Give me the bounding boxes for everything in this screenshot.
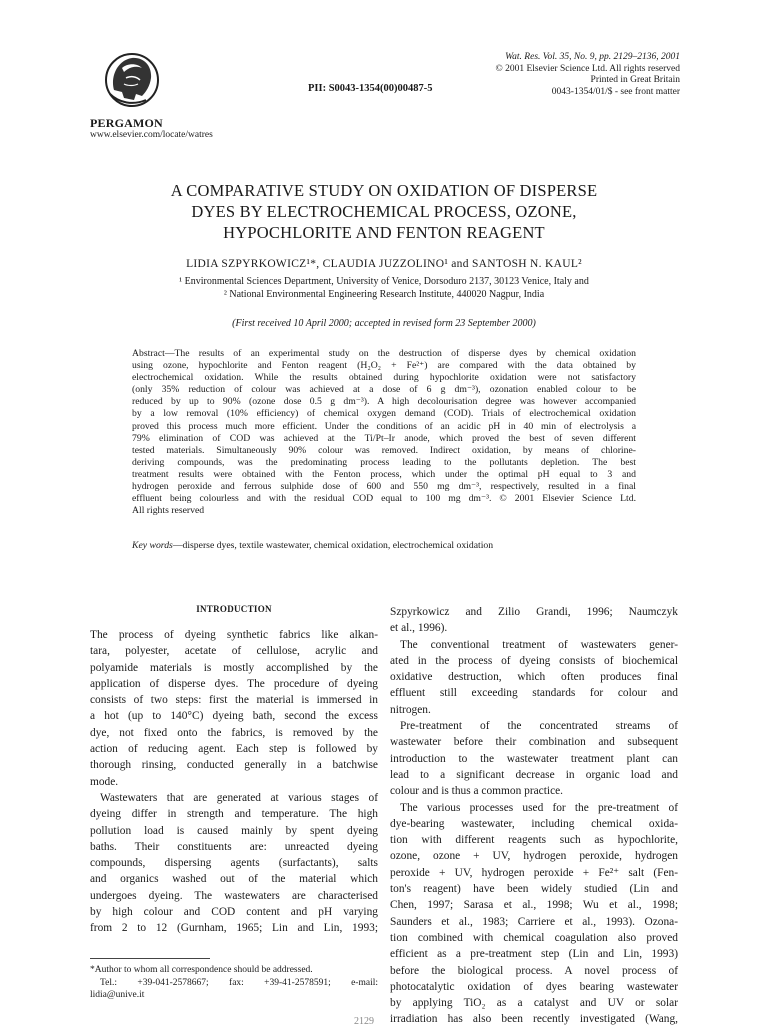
abstract-line: hydrogen peroxide and ferrous sulphide dose of 600 and 550 mg dm⁻³, respectively, resulted in a final	[132, 481, 636, 493]
abstract	[132, 348, 636, 517]
body-line: introduction to the wastewater treatment plant can	[390, 752, 678, 765]
body-line: mode.	[90, 775, 119, 788]
journal-issn: 0043-1354/01/$ - see front matter	[551, 86, 680, 97]
abstract-line: effluent being colourless and with the residual COD equal to 100 mg dm⁻³. © 2001 Elsevier Science Ltd.	[132, 493, 636, 505]
body-line: The various processes used for the pre-treatment of	[400, 801, 678, 814]
keywords-label: Key words	[132, 540, 173, 551]
body-line: thorough rinsing, conducted generally in a batchwise	[90, 759, 378, 772]
body-line: and organics washed out of the material which	[90, 873, 378, 886]
body-line: tara, polyester, acetate of cellulose, acrylic and	[90, 645, 378, 658]
pii-code: PII: S0043-1354(00)00487-5	[308, 83, 433, 94]
journal-info	[420, 52, 680, 98]
footnote-email[interactable]: lidia@unive.it	[90, 990, 145, 1000]
body-column-left	[90, 627, 378, 937]
body-line: baths. Their constituents are: unreacted dyeing	[90, 840, 378, 853]
received-dates: (First received 10 April 2000; accepted in revised form 23 September 2000)	[232, 318, 536, 329]
journal-citation: Wat. Res. Vol. 35, No. 9, pp. 2129–2136, 2001	[505, 52, 680, 62]
body-line: photocatalytic oxidation of dyes bearing wastewater	[390, 980, 678, 993]
abstract-line: tested materials. Simultaneously 90% colour was removed. Indirect oxidation, by means of chlorine-	[132, 444, 636, 456]
affiliation-line: ² National Environmental Engineering Research Institute, 440020 Nagpur, India	[223, 288, 545, 300]
body-line: tion with different reagents such as hypochlorite,	[390, 834, 678, 847]
body-line: effluent still exceeding standards for colour and	[390, 687, 678, 700]
publisher-name: PERGAMON	[90, 116, 163, 130]
corresponding-author-footnote	[90, 964, 378, 1002]
body-line: The conventional treatment of wastewaters gener-	[400, 638, 678, 651]
abstract-line: (only 35% reduction of colour was achieved at a dose of 6 g dm⁻³), ozonation enabled colour to be	[132, 384, 636, 396]
body-line: peroxide + UV, hydrogen peroxide + Fe²⁺ salt (Fen-	[390, 866, 678, 879]
pergamon-logo-icon	[96, 50, 168, 110]
body-line: Chen, 1997; Sarasa et al., 1998; Wu et al., 1998;	[390, 899, 678, 912]
abstract-line: by a low removal (10% efficiency) of chemical oxygen demand (COD). Trials of electrochemical oxidation	[132, 408, 636, 420]
body-line: dye, not fixed onto the fabrics, is removed by the	[90, 726, 378, 739]
body-line: dye-bearing wastewater, including chemical oxida-	[390, 817, 678, 830]
body-line: pollution load is caused mainly by spent dyeing	[90, 824, 378, 837]
body-line: compounds, dispersing agents (surfactants), salts	[90, 857, 378, 870]
footnote-rule	[90, 958, 210, 959]
body-line: from 2 to 12 (Gurnham, 1965; Lin and Lin, 1993;	[90, 922, 378, 935]
abstract-line: All rights reserved	[132, 505, 205, 517]
abstract-line: Abstract—The results of an experimental study on the destruction of disperse dyes by chemical oxidation	[132, 348, 636, 359]
body-line: a hot (up to 140°C) dyeing bath, second the excess	[90, 710, 378, 723]
title-line: DYES BY ELECTROCHEMICAL PROCESS, OZONE,	[191, 202, 577, 221]
body-line: wastewater before their combination and subsequent	[390, 736, 678, 749]
body-line: tion combined with chemical coagulation also proved	[390, 931, 678, 944]
body-line: Saunders et al., 1983; Carriere et al., 1993). Ozona-	[390, 915, 678, 928]
body-line: application of disperse dyes. The procedure of dyeing	[90, 677, 378, 690]
abstract-line: deriving compounds, was the predominating process leading to the pollutants depletion. The best	[132, 456, 636, 468]
body-line: The process of dyeing synthetic fabrics like alkan-	[90, 629, 378, 641]
body-line: Pre-treatment of the concentrated streams of	[400, 720, 678, 733]
body-line: polyamide materials is mostly accomplished by the	[90, 661, 378, 674]
body-line: by applying TiO₂ as a catalyst and UV or solar	[390, 997, 678, 1010]
body-line: efficient as a pre-treatment step (Lin and Lin, 1993)	[390, 948, 678, 961]
abstract-line: using ozone, hypochlorite and Fenton reagent (H₂O₂ + Fe²⁺) are compared with the data obtained by	[132, 360, 636, 372]
abstract-line: electrochemical oxidation. While the results obtained during hypochlorite oxidation were not satisfactory	[132, 372, 636, 384]
body-line: consists of two steps: first the material is immersed in	[90, 694, 378, 707]
publisher-url[interactable]: www.elsevier.com/locate/watres	[90, 130, 213, 140]
abstract-line: treatment results were obtained with the Fenton process, which under the optimal pH equal to 3 and	[132, 468, 636, 480]
body-line: colour and is thus a common practice.	[390, 785, 564, 798]
section-heading-introduction: INTRODUCTION	[196, 604, 272, 614]
body-line: dyeing differ in strength and temperature. The high	[90, 808, 378, 821]
body-line: oxidative destruction, which often produces final	[390, 671, 678, 684]
body-line: et al., 1996).	[390, 622, 448, 635]
body-line: nitrogen.	[390, 703, 431, 716]
title-line: A COMPARATIVE STUDY ON OXIDATION OF DISPERSE	[170, 181, 598, 200]
keywords-text: —disperse dyes, textile wastewater, chemical oxidation, electrochemical oxidation	[172, 540, 494, 551]
body-line: undergoes dyeing. The wastewaters are characterised	[90, 889, 378, 902]
body-line: irradiation has also been recently investigated (Wang,	[390, 1013, 678, 1026]
page-number: 2129	[354, 1016, 374, 1027]
keywords	[132, 540, 636, 551]
title-line: HYPOCHLORITE AND FENTON REAGENT	[223, 223, 545, 242]
body-line: ated in the process of dyeing consists of biochemical	[390, 654, 678, 667]
footnote-line: *Author to whom all correspondence should be addressed.	[90, 965, 313, 975]
body-line: ozone, ozone + UV, hydrogen peroxide, hydrogen	[390, 850, 678, 863]
paper-title	[60, 180, 708, 243]
body-line: by high colour and COD content and pH varying	[90, 906, 378, 919]
body-line: ton's reagent) have been widely studied (Lin and	[390, 883, 678, 896]
affiliation-line: ¹ Environmental Sciences Department, University of Venice, Dorsoduro 2137, 30123 Venice, Italy and	[179, 276, 589, 287]
abstract-line: proved this process much more efficient. Under the conditions of an acidic pH in 40 min of electrolysis a	[132, 420, 636, 432]
body-line: lead to a significant decrease in organic load and	[390, 768, 678, 781]
authors: LIDIA SZPYRKOWICZ¹*, CLAUDIA JUZZOLINO¹ and SANTOSH N. KAUL²	[186, 258, 582, 270]
footnote-line: Tel.: +39-041-2578667; fax: +39-41-2578591; e-mail:	[100, 977, 378, 988]
body-line: Szpyrkowicz and Zilio Grandi, 1996; Naumczyk	[390, 606, 678, 618]
abstract-line: 79% elimination of COD was achieved at the Ti/Pt–Ir anode, which proved the best of seven different	[132, 432, 636, 444]
journal-printed: Printed in Great Britain	[590, 75, 680, 85]
affiliations	[60, 276, 708, 301]
body-line: action of reducing agent. Each step is followed by	[90, 743, 378, 756]
body-line: Wastewaters that are generated at various stages of	[100, 791, 378, 804]
body-line: before the biological process. A novel process of	[390, 964, 678, 977]
body-column-right	[390, 604, 678, 1028]
journal-copyright: © 2001 Elsevier Science Ltd. All rights reserved	[495, 63, 680, 74]
abstract-line: reduced by up to 90% (ozone dose 0.5 g dm⁻³). A high decolourisation degree was however accompanied	[132, 396, 636, 408]
